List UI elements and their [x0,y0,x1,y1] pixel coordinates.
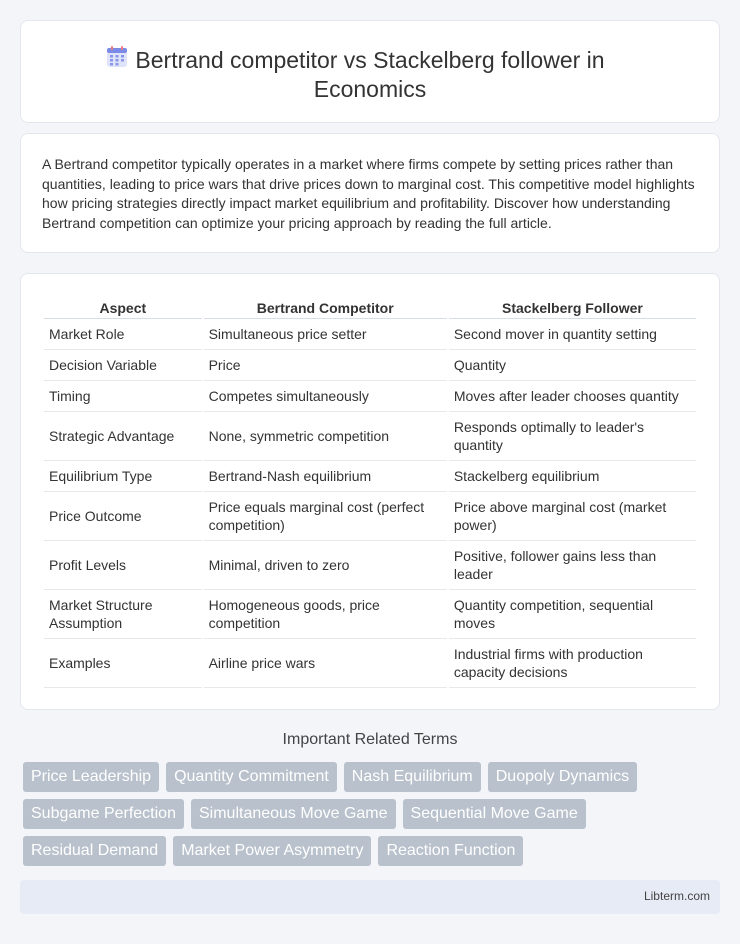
table-cell: Price Outcome [44,492,202,541]
table-cell: Second mover in quantity setting [449,319,696,350]
column-header-bertrand: Bertrand Competitor [204,295,447,319]
intro-paragraph: A Bertrand competitor typically operates in a market where firms compete by setting prices rather than quantities, leading to price wars that drive prices down to marginal cost. This competitive model highlights how pricing strategies directly impact market equilibrium and profitability. Discover how understanding Bertrand competition can optimize your pricing approach by reading the full article. [42,156,695,231]
table-row [44,412,696,461]
table-row [44,590,696,639]
table-cell: Bertrand-Nash equilibrium [204,461,447,492]
table-cell: Equilibrium Type [44,461,202,492]
table-cell: Airline price wars [204,639,447,688]
related-terms-heading: Important Related Terms [282,731,458,748]
table-cell: Positive, follower gains less than leader [449,541,696,590]
header-card [20,20,720,123]
table-cell: Strategic Advantage [44,412,202,461]
table-row [44,381,696,412]
tag-simultaneous-move-game[interactable]: Simultaneous Move Game [191,799,396,829]
intro-card [20,133,720,253]
table-cell: None, symmetric competition [204,412,447,461]
tag-duopoly-dynamics[interactable]: Duopoly Dynamics [488,762,637,792]
comparison-card [20,273,720,710]
column-header-stackelberg: Stackelberg Follower [449,295,696,319]
table-cell: Minimal, driven to zero [204,541,447,590]
table-header-row [44,295,696,319]
table-row [44,492,696,541]
table-cell: Price above marginal cost (market power) [449,492,696,541]
table-cell: Competes simultaneously [204,381,447,412]
table-cell: Timing [44,381,202,412]
page-title: Bertrand competitor vs Stackelberg follower in Economics [135,47,605,102]
table-cell: Examples [44,639,202,688]
comparison-table [42,295,698,688]
table-cell: Market Role [44,319,202,350]
table-row [44,319,696,350]
column-header-aspect: Aspect [44,295,202,319]
table-row [44,541,696,590]
tag-reaction-function[interactable]: Reaction Function [378,836,523,866]
table-cell: Decision Variable [44,350,202,381]
table-cell: Moves after leader chooses quantity [449,381,696,412]
table-cell: Stackelberg equilibrium [449,461,696,492]
table-cell: Price [204,350,447,381]
table-cell: Quantity competition, sequential moves [449,590,696,639]
table-cell: Price equals marginal cost (perfect competition) [204,492,447,541]
tag-sequential-move-game[interactable]: Sequential Move Game [403,799,586,829]
table-cell: Responds optimally to leader's quantity [449,412,696,461]
table-row [44,639,696,688]
table-cell: Simultaneous price setter [204,319,447,350]
tag-price-leadership[interactable]: Price Leadership [23,762,159,792]
tag-residual-demand[interactable]: Residual Demand [23,836,166,866]
tag-nash-equilibrium[interactable]: Nash Equilibrium [344,762,481,792]
table-cell: Homogeneous goods, price competition [204,590,447,639]
related-terms-list [23,762,683,866]
table-cell: Profit Levels [44,541,202,590]
table-cell: Market Structure Assumption [44,590,202,639]
footer [20,880,720,914]
table-row [44,461,696,492]
table-cell: Industrial firms with production capacity decisions [449,639,696,688]
tag-subgame-perfection[interactable]: Subgame Perfection [23,799,184,829]
table-row [44,350,696,381]
tag-quantity-commitment[interactable]: Quantity Commitment [166,762,337,792]
footer-site-link[interactable]: Libterm.com [643,889,710,903]
table-cell: Quantity [449,350,696,381]
tag-market-power-asymmetry[interactable]: Market Power Asymmetry [173,836,371,866]
